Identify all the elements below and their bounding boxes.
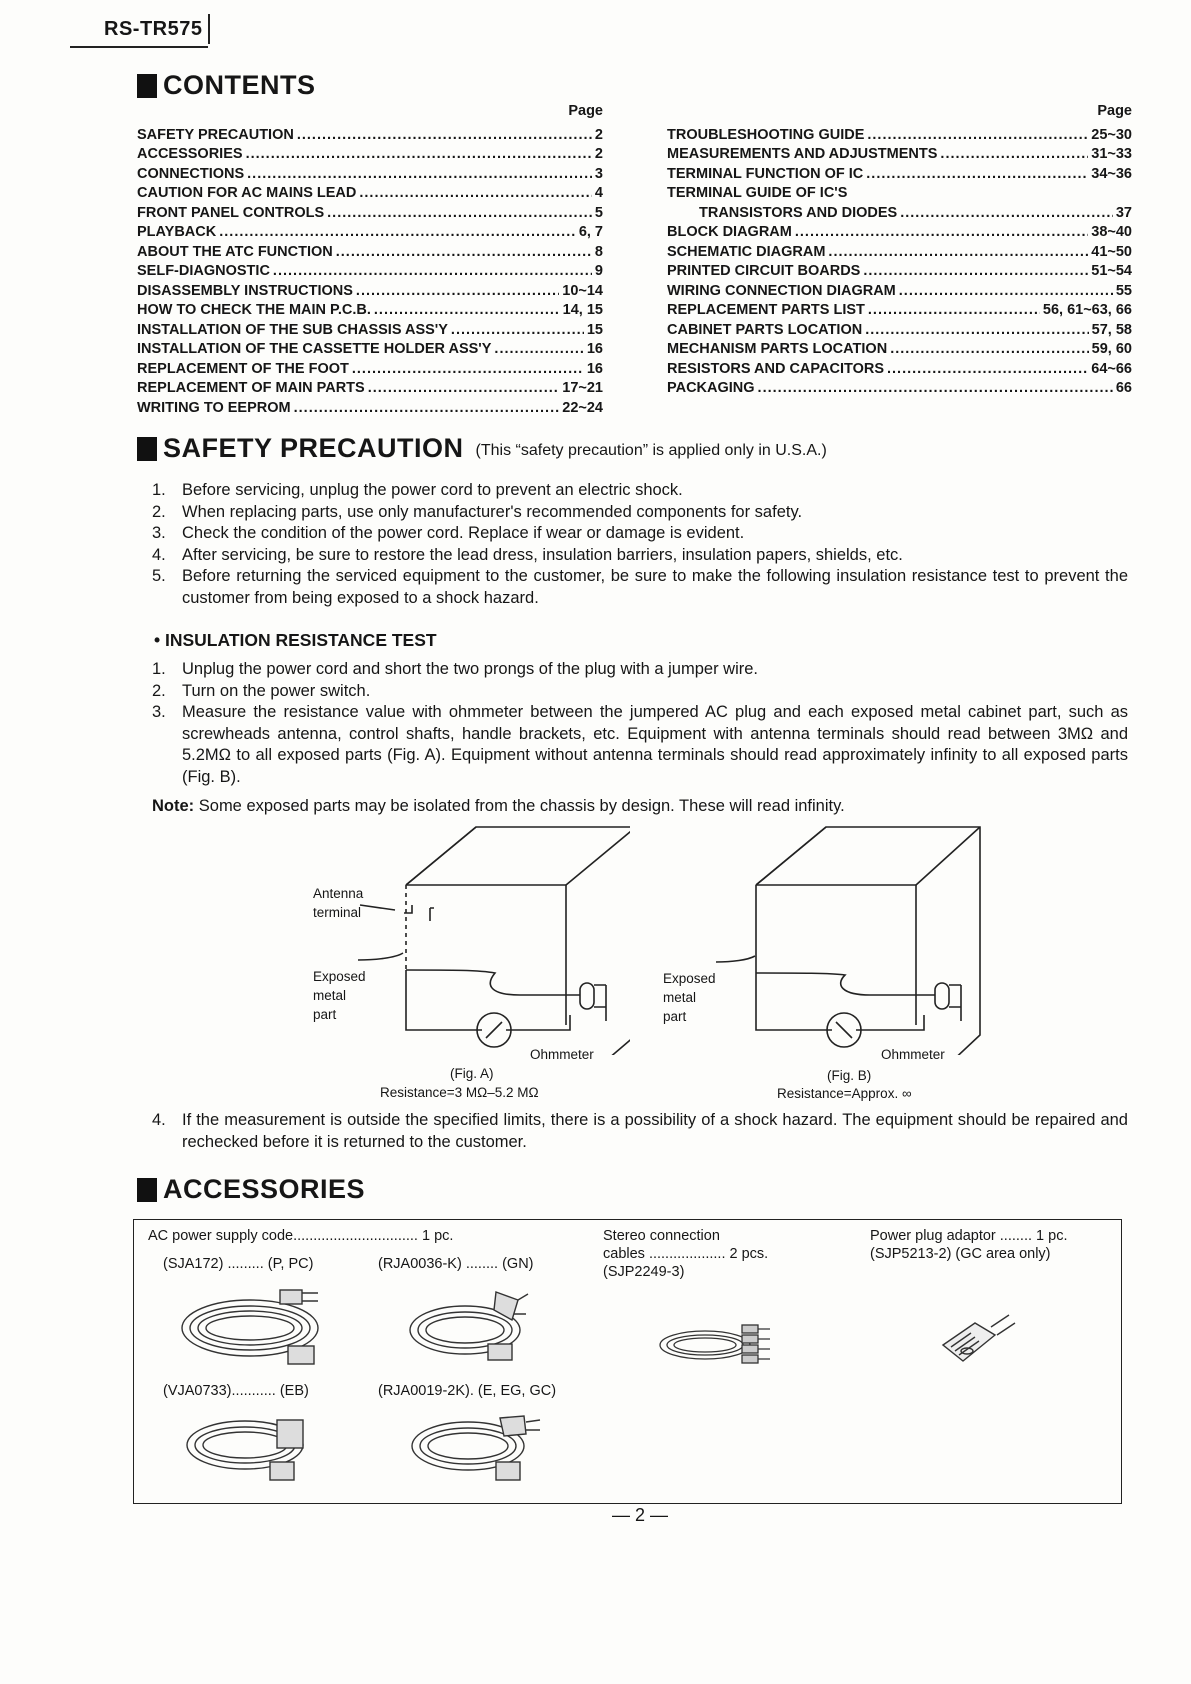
page-label: Page: [1097, 103, 1132, 119]
toc-entry-label: SCHEMATIC DIAGRAM: [667, 243, 826, 260]
ac-cord-sja172-image: [170, 1280, 330, 1370]
toc-leader-dots: [866, 166, 1088, 182]
toc-entry: [137, 182, 603, 202]
toc-leader-dots: [865, 322, 1088, 338]
toc-entry-label: PRINTED CIRCUIT BOARDS: [667, 263, 861, 279]
toc-leader-dots: [273, 263, 592, 279]
toc-entry-page: 64~66: [1091, 360, 1132, 377]
fig-b-ohmmeter-label: Ohmmeter: [881, 1047, 945, 1062]
toc-entry-page: 55: [1115, 282, 1132, 299]
plug-adaptor-label: Power plug adaptor ........ 1 pc. (SJP5213-2) (GC area only): [870, 1228, 1068, 1262]
toc-leader-dots: [868, 302, 1040, 318]
toc-leader-dots: [795, 224, 1088, 240]
toc-entry-label: REPLACEMENT OF MAIN PARTS: [137, 380, 365, 396]
toc-entry: [667, 377, 1132, 397]
toc-entry-label: CONNECTIONS: [137, 165, 245, 182]
toc-entry-label: WRITING TO EEPROM: [137, 399, 291, 416]
fig-a-exposed-label: Exposed metal part: [313, 969, 366, 1022]
toc-leader-dots: [336, 244, 592, 260]
rja0036-label: (RJA0036-K) ........ (GN): [378, 1256, 534, 1272]
toc-entry: [137, 143, 603, 163]
toc-entry: [667, 279, 1132, 299]
toc-leader-dots: [247, 166, 592, 182]
toc-leader-dots: [327, 205, 592, 221]
fig-b-exposed-label: Exposed metal part: [663, 971, 716, 1024]
toc-leader-dots: [352, 361, 584, 377]
toc-entry: [137, 123, 603, 143]
stereo-cable-image: [650, 1315, 790, 1375]
toc-leader-dots: [294, 400, 560, 416]
toc-leader-dots: [828, 244, 1088, 260]
accessories-heading: ACCESSORIES: [137, 1174, 365, 1205]
fig-a-caption: (Fig. A): [450, 1066, 494, 1081]
list-item: 4. If the measurement is outside the specified limits, there is a possibility of a shock hazard. The equipment should be repaired and rechecked before it is returned to the customer.: [152, 1111, 1128, 1151]
toc-entry-label: REPLACEMENT PARTS LIST: [667, 302, 865, 318]
toc-entry-label: TERMINAL GUIDE OF IC'S: [667, 185, 848, 201]
list-item: [152, 681, 1128, 703]
toc-leader-dots: [758, 380, 1113, 396]
box-outline: [406, 827, 630, 1055]
toc-entry-page: 22~24: [562, 399, 603, 416]
fig-b-caption: (Fig. B): [827, 1068, 872, 1083]
toc-leader-dots: [246, 146, 592, 162]
insulation-steps-list: [152, 659, 1128, 788]
toc-entry: [137, 377, 603, 397]
list-number: 2.: [152, 681, 166, 700]
list-number: 1.: [152, 481, 166, 499]
toc-entry: [667, 357, 1132, 377]
sja172-label: (SJA172) ......... (P, PC): [163, 1256, 314, 1272]
toc-entry-page: 34~36: [1091, 165, 1132, 182]
toc-entry-label: TROUBLESHOOTING GUIDE: [667, 126, 865, 143]
toc-entry-page: 16: [586, 341, 603, 357]
toc-leader-dots: [887, 361, 1088, 377]
safety-step-4: [152, 1110, 1128, 1153]
toc-entry: [667, 162, 1132, 182]
toc-entry: [667, 182, 1132, 202]
toc-entry: [137, 201, 603, 221]
toc-entry-page: 5: [594, 204, 603, 221]
list-text: Turn on the power switch.: [182, 681, 371, 700]
toc-leader-dots: [297, 127, 592, 143]
toc-leader-dots: [494, 341, 583, 357]
toc-entry: [667, 221, 1132, 241]
toc-leader-dots: [899, 283, 1113, 299]
list-number: 2.: [152, 502, 166, 521]
toc-entry: [667, 143, 1132, 163]
toc-entry-page: 10~14: [562, 282, 603, 299]
toc-entry: [667, 260, 1132, 280]
list-text: Unplug the power cord and short the two prongs of the plug with a jumper wire.: [182, 660, 758, 678]
toc-entry-label: PACKAGING: [667, 380, 755, 396]
note-label: Note:: [152, 797, 195, 815]
toc-entry: [137, 299, 603, 319]
toc-leader-dots: [356, 283, 559, 299]
list-text: After servicing, be sure to restore the lead dress, insulation barriers, insulation papers, shields, etc.: [182, 545, 903, 564]
list-item: [152, 523, 1128, 545]
toc-entry-page: 9: [594, 263, 603, 279]
toc-entry-label: CABINET PARTS LOCATION: [667, 321, 863, 338]
model-number: RS-TR575: [104, 18, 203, 40]
note-text: Some exposed parts may be isolated from the chassis by design. These will read infinity.: [194, 797, 845, 815]
model-header: [96, 14, 210, 44]
toc-entry: [137, 260, 603, 280]
toc-entry: [137, 240, 603, 260]
toc-entry-label: INSTALLATION OF THE SUB CHASSIS ASS'Y: [137, 321, 448, 338]
contents-heading: CONTENTS: [137, 70, 316, 101]
toc-entry-label: CAUTION FOR AC MAINS LEAD: [137, 185, 357, 201]
fig-a-resistance: Resistance=3 MΩ–5.2 MΩ: [380, 1085, 539, 1100]
toc-entry: [137, 396, 603, 416]
toc-entry-label: BLOCK DIAGRAM: [667, 224, 792, 240]
toc-entry-label: DISASSEMBLY INSTRUCTIONS: [137, 282, 353, 299]
toc-entry: [137, 221, 603, 241]
toc-entry-page: 14, 15: [562, 302, 603, 318]
heading-square-icon: [137, 437, 157, 461]
toc-leader-dots: [359, 185, 592, 201]
toc-entry-page: 57, 58: [1091, 321, 1132, 338]
toc-entry-page: 2: [594, 126, 603, 143]
toc-entry: [137, 338, 603, 358]
contents-left-column: [137, 103, 603, 416]
list-item: [152, 545, 1128, 567]
toc-entry-label: MECHANISM PARTS LOCATION: [667, 341, 888, 357]
toc-entry-page: 59, 60: [1091, 341, 1132, 357]
toc-leader-dots: [940, 146, 1088, 162]
toc-entry: [667, 201, 1132, 221]
plug-adaptor-image: [935, 1305, 1025, 1375]
toc-entry: [667, 240, 1132, 260]
safety-steps-list: [152, 480, 1128, 609]
toc-entry-page: 8: [594, 243, 603, 260]
toc-leader-dots: [374, 302, 560, 318]
contents-right-column: [667, 103, 1132, 396]
page-label: Page: [568, 103, 603, 119]
list-text: Measure the resistance value with ohmmeter between the jumpered AC plug and each exposed metal cabinet part, such as screwheads antenna, control shafts, handle brackets, etc. Equipment with antenna terminals should read between 3MΩ and 5.2MΩ to all exposed parts (Fig. A). Equipment without antenna terminals should read approximately infinity to all exposed parts (Fig. B).: [182, 703, 1128, 786]
toc-entry-page: 4: [594, 185, 603, 201]
ac-cord-rja0019-image: [400, 1400, 550, 1490]
ac-cord-vja0733-image: [175, 1400, 325, 1490]
toc-entry-page: 38~40: [1091, 224, 1132, 240]
ac-cord-rja0036-image: [400, 1280, 540, 1370]
list-text: Before servicing, unplug the power cord to prevent an electric shock.: [182, 481, 683, 499]
toc-entry-label: TERMINAL FUNCTION OF IC: [667, 165, 864, 182]
toc-entry-label: ABOUT THE ATC FUNCTION: [137, 243, 333, 260]
toc-entry-label: RESISTORS AND CAPACITORS: [667, 360, 884, 377]
toc-entry: [137, 279, 603, 299]
toc-entry-label: ACCESSORIES: [137, 146, 243, 162]
toc-entry-label: SAFETY PRECAUTION: [137, 126, 294, 143]
rja0019-label: (RJA0019-2K). (E, EG, GC): [378, 1383, 557, 1399]
ac-cord-label: AC power supply code............................... 1 pc.: [148, 1228, 454, 1244]
toc-leader-dots: [368, 380, 560, 396]
list-number: 5.: [152, 567, 166, 585]
list-text: When replacing parts, use only manufacturer's recommended components for safety.: [182, 502, 803, 521]
toc-leader-dots: [451, 322, 584, 338]
toc-entry: [667, 299, 1132, 319]
list-number: 3.: [152, 524, 166, 542]
list-text: Before returning the serviced equipment to the customer, be sure to make the following insulation resistance test to prevent the customer from being exposed to a shock hazard.: [182, 567, 1128, 607]
toc-entry-label: SELF-DIAGNOSTIC: [137, 263, 270, 279]
safety-heading: SAFETY PRECAUTION (This “safety precaution” is applied only in U.S.A.): [137, 433, 827, 464]
toc-entry-page: 41~50: [1091, 243, 1132, 260]
header-rule: [70, 46, 208, 48]
toc-entry-page: 56, 61~63, 66: [1042, 302, 1132, 318]
list-number: 1.: [152, 660, 166, 678]
toc-entry: [667, 338, 1132, 358]
toc-entry-page: 51~54: [1091, 263, 1132, 279]
toc-entry: [137, 318, 603, 338]
toc-entry-page: 3: [594, 165, 603, 182]
list-item: [152, 659, 1128, 681]
toc-leader-dots: [867, 127, 1088, 143]
toc-entry-label: INSTALLATION OF THE CASSETTE HOLDER ASS'Y: [137, 341, 492, 357]
list-number: 3.: [152, 703, 166, 721]
fig-b-resistance: Resistance=Approx. ∞: [777, 1086, 912, 1101]
list-item: [152, 566, 1128, 609]
toc-entry: [137, 162, 603, 182]
list-text: Check the condition of the power cord. Replace if wear or damage is evident.: [182, 524, 745, 542]
toc-entry-page: 66: [1115, 380, 1132, 396]
toc-entry: [667, 123, 1132, 143]
toc-entry-label: WIRING CONNECTION DIAGRAM: [667, 282, 896, 299]
page-number: — 2 —: [612, 1505, 669, 1525]
toc-entry: [137, 357, 603, 377]
toc-leader-dots: [900, 205, 1113, 221]
toc-entry-page: 17~21: [562, 380, 603, 396]
note-line: [152, 797, 845, 816]
safety-note: (This “safety precaution” is applied only in U.S.A.): [475, 441, 827, 459]
toc-entry: [667, 318, 1132, 338]
fig-a-antenna-label: Antenna terminal: [313, 886, 364, 920]
insulation-test-heading: • INSULATION RESISTANCE TEST: [154, 630, 437, 650]
toc-entry-label: HOW TO CHECK THE MAIN P.C.B.: [137, 302, 371, 318]
list-item: [152, 502, 1128, 524]
toc-entry-label: PLAYBACK: [137, 224, 217, 240]
list-number: 4.: [152, 545, 166, 564]
toc-leader-dots: [863, 263, 1088, 279]
fig-a-ohmmeter-label: Ohmmeter: [530, 1047, 594, 1062]
toc-entry-label: FRONT PANEL CONTROLS: [137, 204, 325, 221]
toc-entry-label: TRANSISTORS AND DIODES: [699, 204, 898, 221]
toc-entry-page: 31~33: [1091, 146, 1132, 162]
toc-leader-dots: [890, 341, 1088, 357]
toc-entry-label: MEASUREMENTS AND ADJUSTMENTS: [667, 146, 938, 162]
toc-entry-page: 25~30: [1091, 126, 1132, 143]
toc-entry-page: 16: [586, 360, 603, 377]
list-item: [152, 702, 1128, 788]
toc-entry-page: 37: [1115, 204, 1132, 221]
list-item: [152, 480, 1128, 502]
toc-leader-dots: [219, 224, 576, 240]
stereo-cable-label: Stereo connection cables ................... 2 pcs. (SJP2249-3): [603, 1228, 769, 1280]
vja0733-label: (VJA0733)........... (EB): [163, 1383, 309, 1399]
toc-entry-page: 2: [594, 146, 603, 162]
heading-square-icon: [137, 74, 157, 98]
toc-entry-page: 6, 7: [578, 224, 603, 240]
toc-entry-page: 15: [586, 321, 603, 338]
heading-square-icon: [137, 1178, 157, 1202]
toc-entry-label: REPLACEMENT OF THE FOOT: [137, 360, 349, 377]
